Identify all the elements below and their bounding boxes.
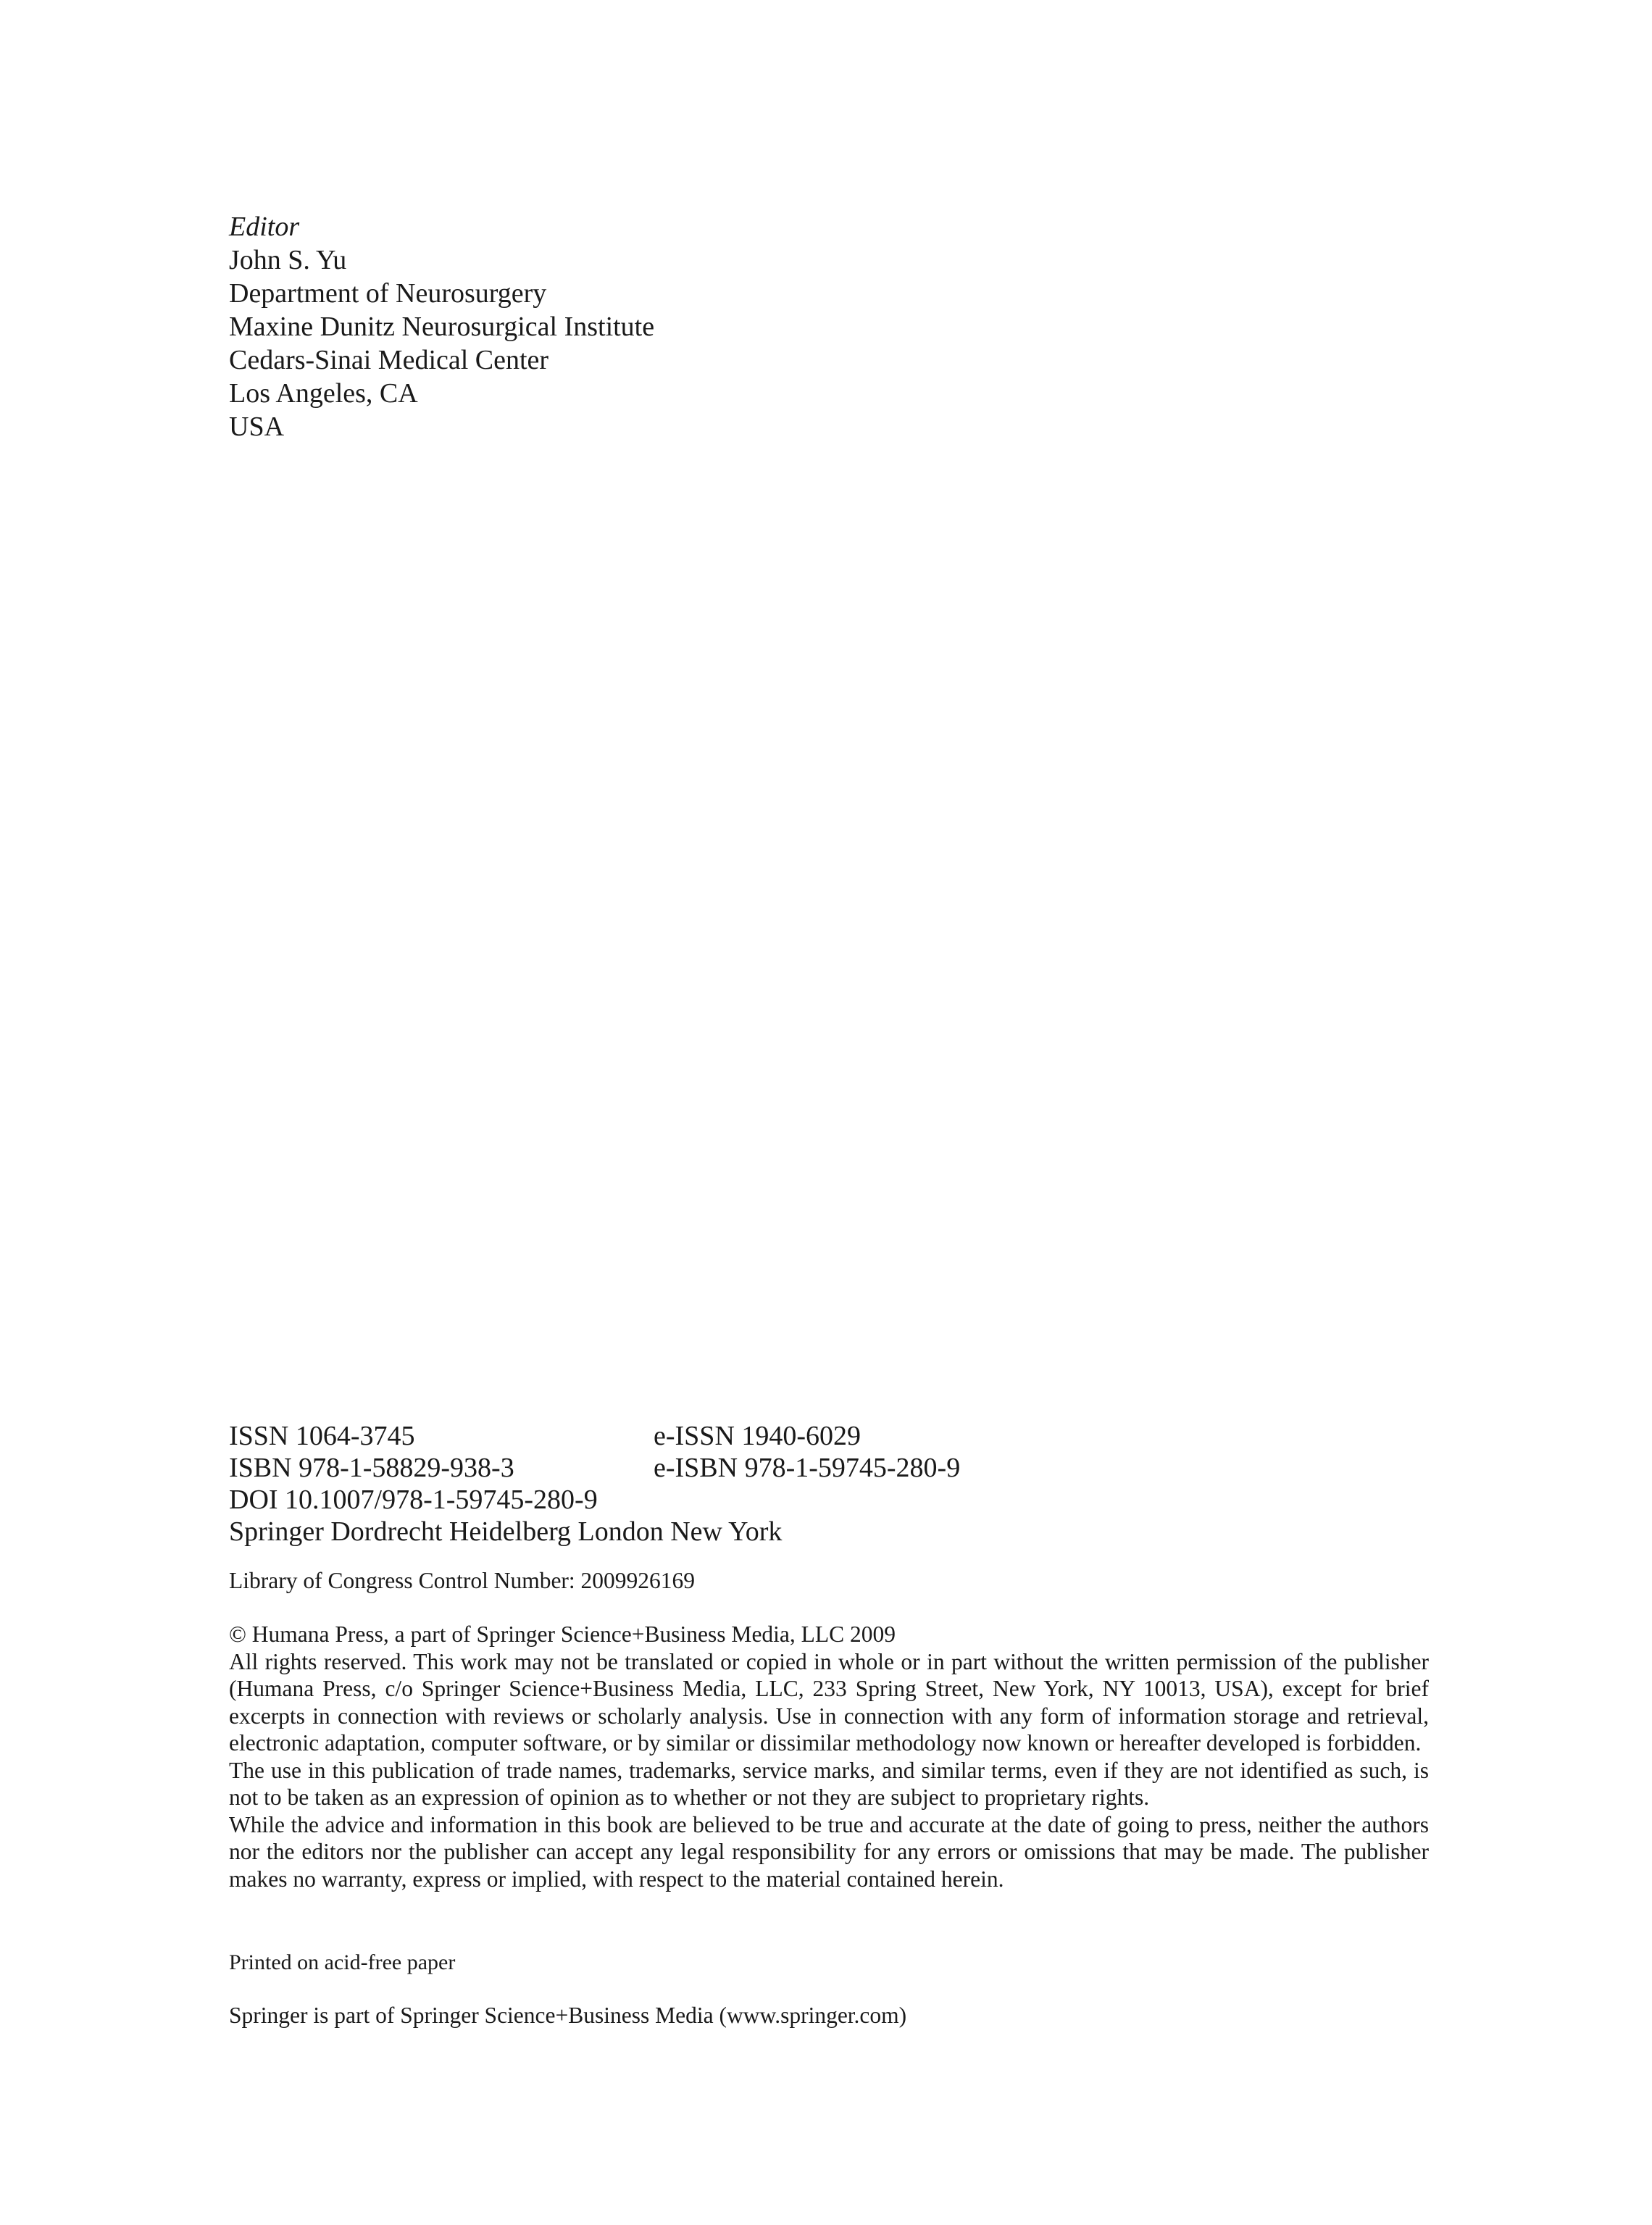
springer-note: Springer is part of Springer Science+Business Media (www.springer.com) — [229, 2003, 907, 2028]
trade-names-notice: The use in this publication of trade names, trademarks, service marks, and similar terms, even if they are not identified as such, is not to be taken as an expression of opinion as to whether or not they are subject to proprietary rights. — [229, 1757, 1429, 1810]
copyright-line: © Humana Press, a part of Springer Science+Business Media, LLC 2009 — [229, 1621, 896, 1647]
rights-reserved: All rights reserved. This work may not be translated or copied in whole or in part without the written permission of the publisher (Humana Press, c/o Springer Science+Business Media, LLC, 233 Spring Street, New York, NY 10013, USA), except for brief excerpts in connection with reviews or scholarly analysis. Use in connection with any form of information storage and retrieval, electronic adaptation, computer software, or by similar or dissimilar methodology now known or hereafter developed is forbidden. — [229, 1648, 1429, 1756]
doi: DOI 10.1007/978-1-59745-280-9 — [229, 1485, 598, 1515]
editor-name: John S. Yu — [229, 245, 347, 275]
rights-block — [229, 1621, 1429, 1892]
eissn: e-ISSN 1940-6029 — [654, 1421, 862, 1451]
printed-note: Printed on acid-free paper — [229, 1950, 456, 1974]
identifiers-block — [229, 1420, 961, 1548]
editor-city: Los Angeles, CA — [229, 378, 418, 409]
editor-block — [229, 210, 654, 443]
editor-center: Cedars-Sinai Medical Center — [229, 345, 549, 375]
disclaimer: While the advice and information in this book are believed to be true and accurate at the date of going to press, neither the authors nor the editors nor the publisher can accept any legal responsibility for any errors or omissions that may be made. The publisher makes no warranty, express or implied, with respect to the material contained herein. — [229, 1811, 1429, 1892]
issn: ISSN 1064-3745 — [229, 1421, 415, 1451]
isbn: ISBN 978-1-58829-938-3 — [229, 1453, 514, 1483]
editor-country: USA — [229, 412, 285, 442]
issn-row — [229, 1420, 862, 1452]
editor-department: Department of Neurosurgery — [229, 278, 547, 309]
isbn-row — [229, 1452, 961, 1484]
publisher-locations: Springer Dordrecht Heidelberg London New York — [229, 1516, 783, 1547]
editor-label: Editor — [229, 212, 300, 242]
lccn: Library of Congress Control Number: 2009926169 — [229, 1568, 696, 1593]
editor-institute: Maxine Dunitz Neurosurgical Institute — [229, 312, 655, 342]
eisbn: e-ISBN 978-1-59745-280-9 — [654, 1453, 961, 1483]
